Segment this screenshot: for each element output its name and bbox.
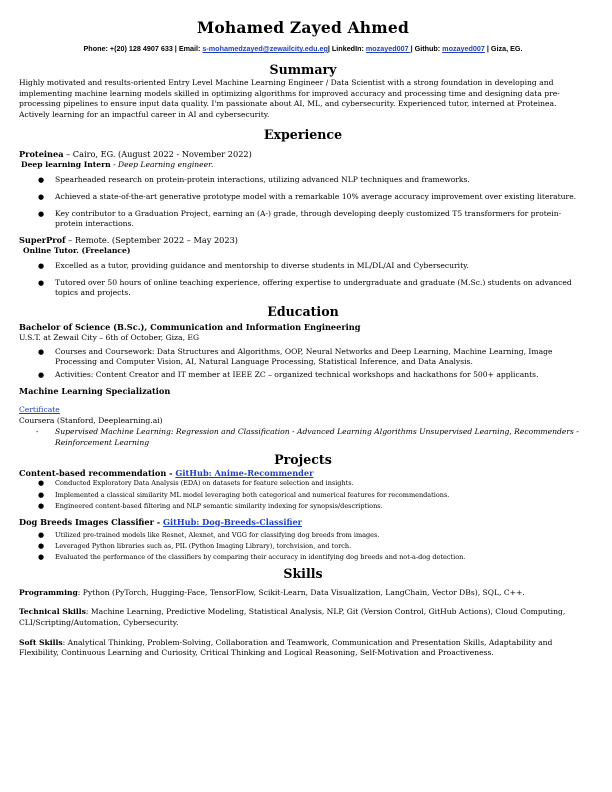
project-header xyxy=(19,468,587,479)
job-role xyxy=(19,160,587,171)
role-detail: - Deep Learning engineer. xyxy=(110,159,214,169)
certificate-link[interactable]: Certificate xyxy=(19,405,60,415)
project-github-link[interactable]: GitHub: Anime-Recommender xyxy=(175,468,314,479)
project-github-link[interactable]: GitHub: Dog-Breeds-Classifier xyxy=(163,516,302,527)
list-item: ● Excelled as a tutor, providing guidance and mentorship to diverse students in ML/DL/AI and Cybersecurity. xyxy=(38,261,469,271)
degree-title: Bachelor of Science (B.Sc.), Communication and Information Engineering xyxy=(19,321,361,332)
list-item: ● Spearheaded research on protein-protein interactions, utilizing advanced NLP techniques and frameworks. xyxy=(38,175,470,185)
list-item: ● Activities: Content Creator and IT member at IEEE ZC – organized technical workshops and hackathons for 500+ applicants. xyxy=(38,369,539,379)
job-role xyxy=(19,246,587,257)
list-item: ● Evaluated the performance of the classifiers by comparing their accuracy in identifying dog breeds and not-a-dog detection. xyxy=(38,553,466,562)
list-item: ● Utilized pre-trained models like Resnet, Alexnet, and VGG for classifying dog breeds from images. xyxy=(38,530,380,539)
skill-programming: Programming: Python (PyTorch, Hugging-Face, TensorFlow, Scikit-Learn, Data Visualization, LangChain, Vector DBs), SQL, C++. xyxy=(19,587,525,597)
list-item: ● Engineered content-based filtering and NLP semantic similarity indexing for synopsis/descriptions. xyxy=(38,502,383,511)
list-item: ● Implemented a classical similarity ML model leveraging both categorical and numerical features for recommendations. xyxy=(38,490,450,499)
project-name: Dog Breeds Images Classifier - xyxy=(19,516,164,527)
skill-technical: Technical Skills: Machine Learning, Predictive Modeling, Statistical Analysis, NLP, Git (Version Control, GitHub Actions), Cloud Computing, CLI/Scripting/Automation, Cybersecurity. xyxy=(19,607,566,627)
list-item: ● Key contributor to a Graduation Project, earning an (A-) grade, through developing deeply customized T5 transformers for protein-protein interactions. xyxy=(38,208,562,229)
project-bullets xyxy=(19,531,587,563)
resume-page xyxy=(19,18,587,659)
project-bullets xyxy=(19,479,587,511)
skill-soft: Soft Skills: Analytical Thinking, Problem-Solving, Collaboration and Teamwork, Communication and Presentation Skills, Adaptability and Flexibility, Continuous Learning and Curiosity, Critical Thinking and Logical Reasoning, Self-Motivation and Proactiveness. xyxy=(19,637,553,658)
skill-label: Soft Skills xyxy=(19,637,63,647)
job-bullets xyxy=(19,175,587,229)
company-name: Proteinea xyxy=(19,148,64,159)
project-name: Content-based recommendation - xyxy=(19,468,176,479)
email-link[interactable]: s-mohamedzayed@zewailcity.edu.eg xyxy=(202,44,328,53)
list-item: ● Courses and Coursework: Data Structures and Algorithms, OOP, Neural Networks and Deep Learning, Machine Learning, Image Processing and Computer Vision, AI, Natural Language Processing, Statistical Inference, and Data Analysis. xyxy=(38,346,553,367)
linkedin-link[interactable]: mozayed007 xyxy=(365,44,411,53)
skill-label: Technical Skills xyxy=(19,607,86,617)
location-text: | Giza, EG. xyxy=(484,44,523,53)
job-details: – Remote. (September 2022 – May 2023) xyxy=(65,234,238,245)
skills-heading: Skills xyxy=(283,565,323,581)
specialization-title: Machine Learning Specialization xyxy=(19,386,171,397)
specialization-courses xyxy=(19,427,587,448)
project-header xyxy=(19,517,587,528)
summary-text: Highly motivated and results-oriented Entry Level Machine Learning Engineer / Data Scientist with a strong foundation in developing and implementing machine learning models skilled in optimizing algorithms for improved accuracy and processing time and designing data pre-processing pipelines to ensure input data quality. I'm passionate about AI, ML, and cybersecurity. Experienced tutor, interned at Proteinea. Actively learning for an impactful career in AI and cybersecurity. xyxy=(19,78,560,120)
candidate-name: Mohamed Zayed Ahmed xyxy=(197,18,409,37)
job-header xyxy=(19,235,587,246)
projects-heading: Projects xyxy=(274,452,332,468)
school-name: U.S.T. at Zewail City – 6th of October, Giza, EG xyxy=(19,332,200,342)
summary-heading: Summary xyxy=(269,62,337,77)
experience-heading: Experience xyxy=(263,126,343,142)
phone-text: Phone: +(20) 128 4907 633 | Email: xyxy=(83,44,203,53)
education-heading: Education xyxy=(267,303,339,319)
list-item: - Supervised Machine Learning: Regression and Classification - Advanced Learning Algorithms Unsupervised Learning, Recommenders - Reinforcement Learning xyxy=(36,427,579,447)
company-name: SuperProf xyxy=(19,234,66,245)
skill-label: Programming xyxy=(19,587,78,597)
github-label: | Github: xyxy=(410,44,443,53)
role-title: Deep learning Intern xyxy=(21,159,111,169)
role-title: Online Tutor. (Freelance) xyxy=(23,245,131,255)
job-bullets xyxy=(19,261,587,299)
list-item: ● Tutored over 50 hours of online teaching experience, offering expertise to undergraduate and graduate (M.Sc.) students on advanced topics and projects. xyxy=(38,277,572,298)
job-header xyxy=(19,149,587,160)
list-item: ● Conducted Exploratory Data Analysis (EDA) on datasets for feature selection and insights. xyxy=(38,479,354,488)
education-bullets xyxy=(19,347,587,381)
linkedin-label: | LinkedIn: xyxy=(327,44,366,53)
list-item: ● Leveraged Python libraries such as, PIL (Python Imaging Library), torchvision, and torch. xyxy=(38,541,352,550)
specialization-provider: Coursera (Stanford, Deeplearning.ai) xyxy=(19,416,163,426)
list-item: ● Achieved a state-of-the-art generative prototype model with a remarkable 10% average accuracy improvement over existing literature. xyxy=(38,191,577,201)
job-details: – Cairo, EG. (August 2022 - November 2022) xyxy=(63,148,252,159)
contact-line xyxy=(19,44,587,54)
github-link[interactable]: mozayed007 xyxy=(442,44,485,53)
